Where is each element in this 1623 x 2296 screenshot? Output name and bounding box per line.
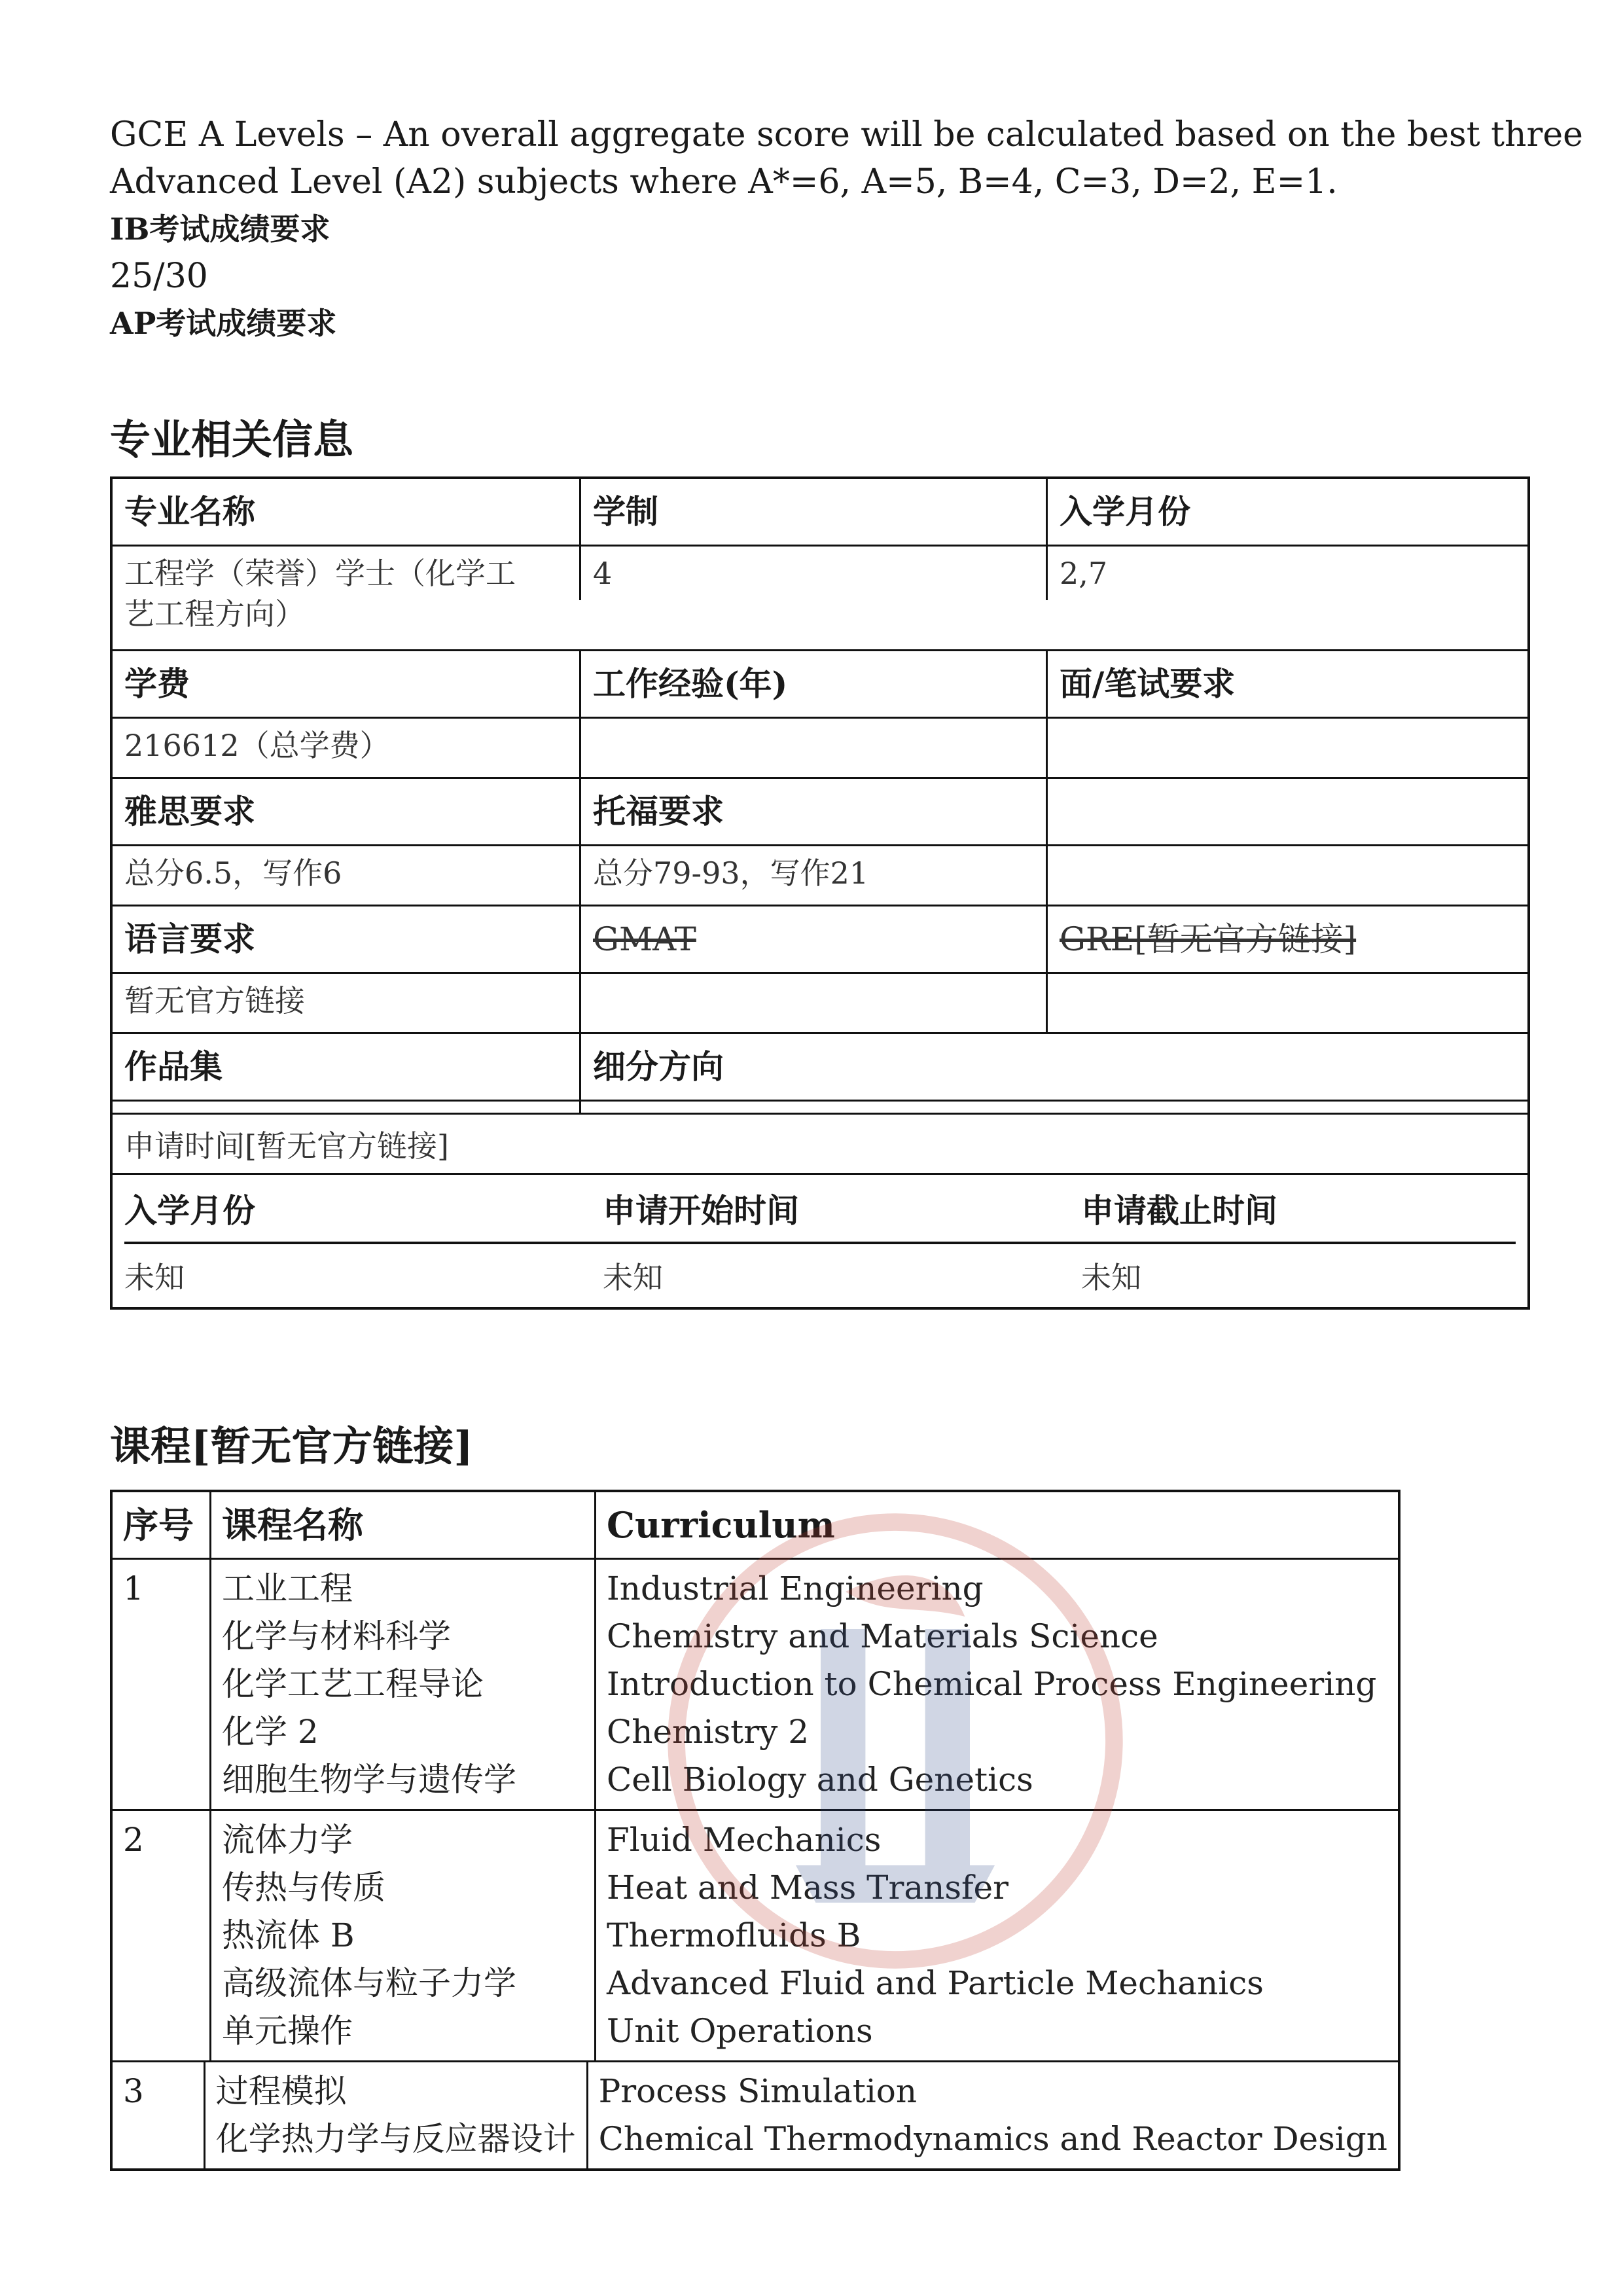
application-intake-value: 未知: [124, 1260, 185, 1295]
tuition-header: 学费: [124, 664, 190, 703]
language-value: 暂无官方链接: [124, 983, 305, 1018]
major-name-header: 专业名称: [124, 492, 255, 531]
course-name-item: 高级流体与粒子力学: [222, 1964, 516, 2002]
application-start-value: 未知: [603, 1260, 663, 1295]
gre-label: GRE[暂无官方链接]: [1060, 920, 1357, 958]
empty-header-cell: [1046, 779, 1527, 844]
curriculum-item: Chemistry and Materials Science: [607, 1617, 1158, 1655]
interview-header: 面/笔试要求: [1046, 651, 1527, 717]
alevel-text-line1: GCE A Levels – An overall aggregate score will be calculated based on the best three: [110, 115, 1583, 154]
gmat-header: [579, 906, 1046, 972]
table-row: [113, 974, 1527, 1034]
courses-header-row: [113, 1492, 1398, 1560]
course-name-item: 细胞生物学与遗传学: [222, 1761, 516, 1799]
intake-month-value: 2,7: [1046, 547, 1527, 600]
application-table: [113, 1175, 1527, 1307]
curriculum-item: Advanced Fluid and Particle Mechanics: [607, 1964, 1264, 2002]
gmat-label: GMAT: [593, 920, 696, 958]
table-row: [113, 1811, 1398, 2062]
ib-requirement-value: 25/30: [110, 257, 208, 296]
table-row: [113, 651, 1527, 719]
admission-requirements: [110, 111, 1583, 347]
application-intake-header: 入学月份: [124, 1191, 255, 1230]
work-experience-header: 工作经验(年): [579, 651, 1046, 717]
course-name-header: 课程名称: [209, 1492, 594, 1558]
course-name-item: 过程模拟: [215, 2072, 347, 2110]
table-row: [113, 779, 1527, 846]
table-row: [113, 2062, 1398, 2168]
ap-requirement-label: AP考试成绩要求: [110, 306, 337, 341]
portfolio-header: 作品集: [124, 1047, 223, 1086]
course-name-item: 化学 2: [222, 1713, 319, 1751]
course-number-header: 序号: [123, 1503, 194, 1546]
gre-value: [1046, 974, 1527, 1032]
curriculum-item: Introduction to Chemical Process Engineering: [607, 1665, 1377, 1703]
major-name-line2: 艺工程方向）: [124, 596, 305, 632]
course-name-cell: [204, 2062, 586, 2168]
work-experience-value: [579, 719, 1046, 777]
duration-value: 4: [579, 547, 1046, 600]
curriculum-item: Fluid Mechanics: [607, 1821, 882, 1859]
application-header-row: [124, 1175, 1516, 1244]
curriculum-item: Process Simulation: [598, 2072, 918, 2110]
toefl-value: 总分79-93，写作21: [579, 846, 1046, 905]
alevel-text-line2: Advanced Level (A2) subjects where A*=6, A=5, B=4, C=3, D=2, E=1.: [110, 162, 1338, 202]
course-name-cell: [209, 1560, 594, 1809]
ielts-value: 总分6.5，写作6: [124, 855, 342, 891]
courses-table: [110, 1490, 1400, 2171]
course-number-cell: 3: [123, 2072, 144, 2110]
gmat-value: [579, 974, 1046, 1032]
curriculum-header: Curriculum: [594, 1492, 1398, 1558]
specialization-value: [579, 1102, 1527, 1113]
application-deadline-value: 未知: [1081, 1260, 1141, 1295]
course-name-item: 化学热力学与反应器设计: [215, 2120, 576, 2158]
application-deadline-header: 申请截止时间: [1081, 1191, 1277, 1230]
gre-header: [1046, 906, 1527, 972]
table-row: [113, 1560, 1398, 1811]
application-start-header: 申请开始时间: [603, 1191, 799, 1230]
course-name-item: 传热与传质: [222, 1869, 385, 1907]
table-row: [113, 906, 1527, 974]
table-row: [113, 846, 1527, 906]
courses-section-title: 课程[暂无官方链接]: [110, 1422, 473, 1470]
duration-header: 学制: [579, 479, 1046, 545]
course-name-cell: [209, 1811, 594, 2060]
curriculum-item: Chemical Thermodynamics and Reactor Design: [598, 2120, 1387, 2158]
course-name-item: 化学与材料科学: [222, 1617, 451, 1655]
application-time-title: 申请时间[暂无官方链接]: [113, 1115, 1527, 1175]
ielts-header: 雅思要求: [124, 792, 255, 831]
course-number-cell: 2: [123, 1821, 144, 1859]
course-name-item: 流体力学: [222, 1821, 353, 1859]
curriculum-cell: [594, 1560, 1398, 1809]
portfolio-value: [113, 1102, 579, 1113]
curriculum-item: Thermofluids B: [607, 1916, 861, 1954]
curriculum-cell: [594, 1811, 1398, 2060]
course-name-item: 工业工程: [222, 1570, 353, 1607]
table-row: [113, 479, 1527, 547]
ib-requirement-label: IB考试成绩要求: [110, 211, 330, 247]
course-name-item: 单元操作: [222, 2012, 353, 2050]
curriculum-item: Unit Operations: [607, 2012, 873, 2050]
curriculum-item: Heat and Mass Transfer: [607, 1869, 1009, 1907]
major-info-table: [110, 476, 1530, 1310]
major-section-title: 专业相关信息: [110, 416, 354, 463]
curriculum-cell: [586, 2062, 1398, 2168]
empty-value-cell: [1046, 846, 1527, 905]
course-name-item: 化学工艺工程导论: [222, 1665, 484, 1703]
curriculum-item: Chemistry 2: [607, 1713, 810, 1751]
course-name-item: 热流体 B: [222, 1916, 355, 1954]
toefl-header: 托福要求: [579, 779, 1046, 844]
curriculum-item: Industrial Engineering: [607, 1570, 984, 1607]
table-row: [113, 1034, 1527, 1102]
table-row: [113, 1102, 1527, 1115]
major-name-line1: 工程学（荣誉）学士（化学工: [124, 556, 516, 591]
tuition-value: 216612（总学费）: [124, 728, 390, 763]
language-header: 语言要求: [124, 920, 255, 958]
table-row: [124, 1244, 1516, 1307]
table-row: [113, 547, 1527, 651]
major-name-value: [113, 547, 579, 641]
table-row: [113, 719, 1527, 779]
curriculum-item: Cell Biology and Genetics: [607, 1761, 1033, 1799]
specialization-header: 细分方向: [579, 1034, 1527, 1100]
intake-month-header: 入学月份: [1046, 479, 1527, 545]
course-number-cell: 1: [123, 1570, 144, 1607]
interview-value: [1046, 719, 1527, 777]
